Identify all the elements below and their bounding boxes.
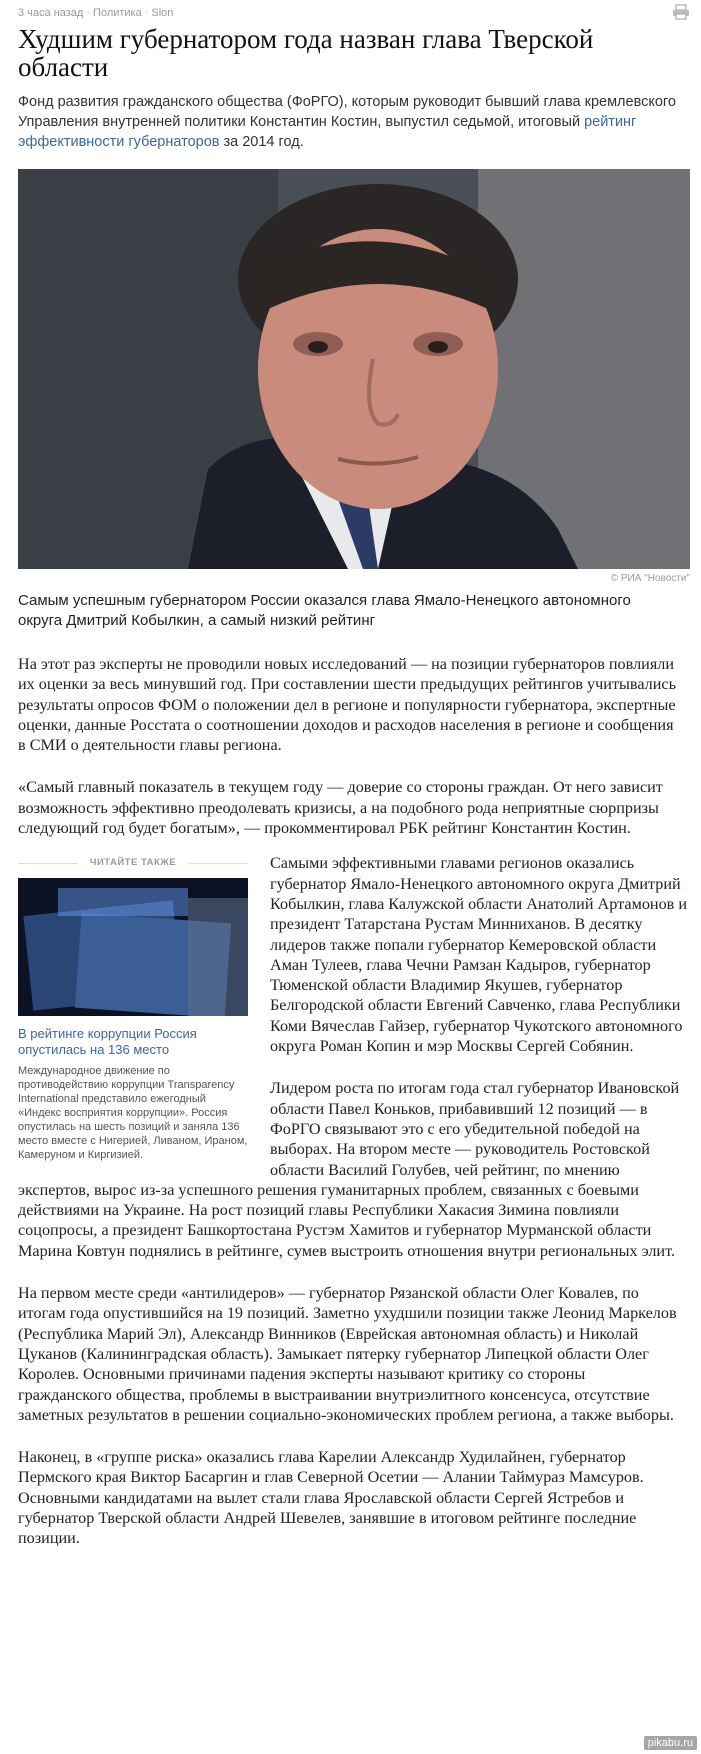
photo-caption: © РИА "Новости" xyxy=(610,573,690,584)
article-paragraph: Самыми эффективными главами регионов оказались губернатор Ямало-Ненецкого автономного округа Дмитрий Кобылкин, глава Калужской области Анатолий Артамонов и президент Татарстана Рустам Минниханов. В десятку лидеров также попали губернатор Кемеровской области Аман Тулеев, глава Чечни Рамзан Кадыров, губернатор Тюменской области Владимир Якушев, губернатор Белгородской области Евгений Савченко, глава Республики Коми Вячеслав Гайзер, губернатор Чукотского автономного округа Роман Копин и мэр Москвы Сергей Собянин. xyxy=(270,854,688,1056)
article-source-link[interactable]: Slon xyxy=(151,7,174,19)
article-paragraph: Лидером роста по итогам года стал губернатор Ивановской области Павел Коньков, прибавивший 12 позиций — в ФоРГО связывают это с его убедительной победой на выборах. На втором месте — руководитель Ростовской области Василий Голубев, чей рейтинг, по мнению экспертов, вырос из-за успешного решения гуманитарных проблем, связанных с боевыми действиями на Украине. На рост позиций главы Республики Хакасия Зимина повлияли соцопросы, а президент Башкортостана Рустэм Хамитов и губернатор Мурманской области Марина Ковтун поднялись в рейтинге, сумев выстроить отношения внутри региональных элит. xyxy=(18,1079,680,1260)
banknote-illustration xyxy=(18,878,248,1016)
read-also-image[interactable] xyxy=(18,878,248,1016)
rating-link[interactable]: рейтинг эффективности губернаторов xyxy=(18,114,637,150)
read-also-block xyxy=(18,856,248,1162)
article-time: 3 часа назад xyxy=(18,7,84,19)
article-meta: 3 часа назад · Политика · Slon xyxy=(18,7,174,19)
article-category-link[interactable]: Политика xyxy=(93,7,142,19)
article-photo xyxy=(18,169,690,569)
print-icon[interactable] xyxy=(672,4,690,20)
article-teaser: Самым успешным губернатором России оказался глава Ямало-Ненецкого автономного округа Дмитрий Кобылкин, а самый низкий рейтинг xyxy=(18,592,631,629)
portrait-illustration xyxy=(18,169,690,569)
article-lead: Фонд развития гражданского общества (ФоРГО), которым руководит бывший глава кремлевского Управления внутренней политики Константин Костин, выпустил седьмой, итоговый рейтинг эффективности губернаторов за 2014 год. xyxy=(18,94,676,150)
article-container xyxy=(18,0,690,1549)
read-also-heading: ЧИТАЙТЕ ТАКЖЕ xyxy=(18,856,248,870)
read-also-text: Международное движение по противодействию коррупции Transparency International представило ежегодный «Индекс восприятия коррупции». Россия опустилась на шесть позиций и заняла 136 место вместе с Нигерией, Ливаном, Ираном, Камеруном и Киргизией. xyxy=(18,1065,248,1162)
article-paragraph: На этот раз эксперты не проводили новых исследований — на позиции губернаторов повлияли их оценки за весь минувший год. При составлении шести предыдущих рейтингов учитывались результаты опросов ФОМ о положении дел в регионе и популярности губернатора, экспертные оценки, данные Росстата о соотношении доходов и расходов населения в регионе и сообщения в СМИ о деятельности главы региона. xyxy=(18,655,676,755)
article-paragraph: На первом месте среди «антилидеров» — губернатор Рязанской области Олег Ковалев, по итогам года опустившийся на 19 позиций. Заметно ухудшили позиции также Леонид Маркелов (Республика Марий Эл), Александр Винников (Еврейская автономная область) и Николай Цуканов (Калининградская область). Замыкает пятерку губернатор Липецкой области Олег Королев. Основными причинами падения эксперты называют критику со стороны гражданского общества, проблемы в выстраивании внутриэлитного консенсуса, отсутствие заметных результатов в решении социально-экономических проблем региона, а также выборы. xyxy=(18,1284,677,1424)
read-also-link[interactable]: В рейтинге коррупции Россия опустилась на 136 место xyxy=(18,1026,197,1058)
article-paragraph: Наконец, в «группе риска» оказались глава Карелии Александр Худилайнен, губернатор Пермского края Виктор Басаргин и глав Северной Осетии — Алании Таймураз Мамсуров. Основными кандидатами на вылет стали глава Ярославской области Сергей Ястребов и губернатор Тверской области Андрей Шевелев, занявшие в итоговом рейтинге последние позиции. xyxy=(18,1448,644,1548)
article-title: Худшим губернатором года назван глава Тверской области xyxy=(18,24,594,82)
article-paragraph: «Самый главный показатель в текущем году — доверие со стороны граждан. От него зависит возможность эффективно преодолевать кризисы, а на подобного рода неприятные сюрпризы следующий год будет богатым», — прокомментировал РБК рейтинг Константин Костин. xyxy=(18,778,663,838)
watermark: pikabu.ru xyxy=(644,1736,697,1750)
